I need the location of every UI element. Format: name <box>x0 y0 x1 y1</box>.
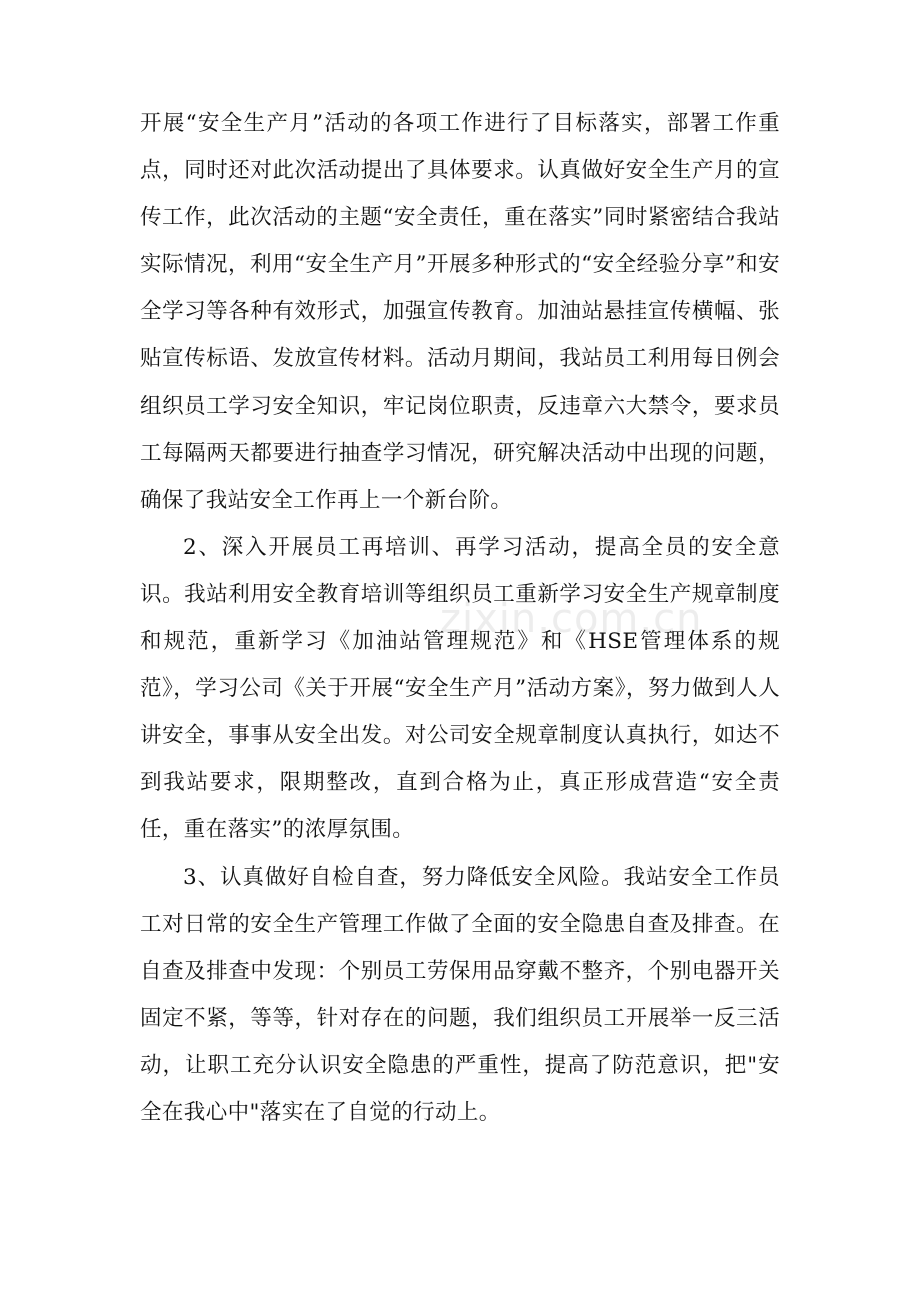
paragraph-item-3: 3、认真做好自检自查，努力降低安全风险。我站安全工作员工对日常的安全生产管理工作做了全面的安全隐患自查及排查。在自查及排查中发现：个别员工劳保用品穿戴不整齐，个别电器开关固定不紧，等等，针对存在的问题，我们组织员工开展举一反三活动，让职工充分认识安全隐患的严重性，提高了防范意识，把"安全在我心中"落实在了自觉的行动上。 <box>140 864 780 1125</box>
document-body <box>140 100 780 1136</box>
watermark-text: zixin.com.cn <box>440 596 703 642</box>
paragraph-item-2: 2、深入开展员工再培训、再学习活动，提高全员的安全意识。我站利用安全教育培训等组织员工重新学习安全生产规章制度和规范，重新学习《加油站管理规范》和《HSE管理体系的规范》，学习公司《关于开展“安全生产月”活动方案》，努力做到人人讲安全，事事从安全出发。对公司安全规章制度认真执行，如达不到我站要求，限期整改，直到合格为止，真正形成营造“安全责任，重在落实”的浓厚氛围。 <box>140 534 780 843</box>
paragraph-continuation: 开展“安全生产月”活动的各项工作进行了目标落实，部署工作重点，同时还对此次活动提出了具体要求。认真做好安全生产月的宣传工作，此次活动的主题“安全责任，重在落实”同时紧密结合我站实际情况，利用“安全生产月”开展多种形式的“安全经验分享”和安全学习等各种有效形式，加强宣传教育。加油站悬挂宣传横幅、张贴宣传标语、发放宣传材料。活动月期间，我站员工利用每日例会组织员工学习安全知识，牢记岗位职责，反违章六大禁令，要求员工每隔两天都要进行抽查学习情况，研究解决活动中出现的问题，确保了我站安全工作再上一个新台阶。 <box>140 111 780 513</box>
